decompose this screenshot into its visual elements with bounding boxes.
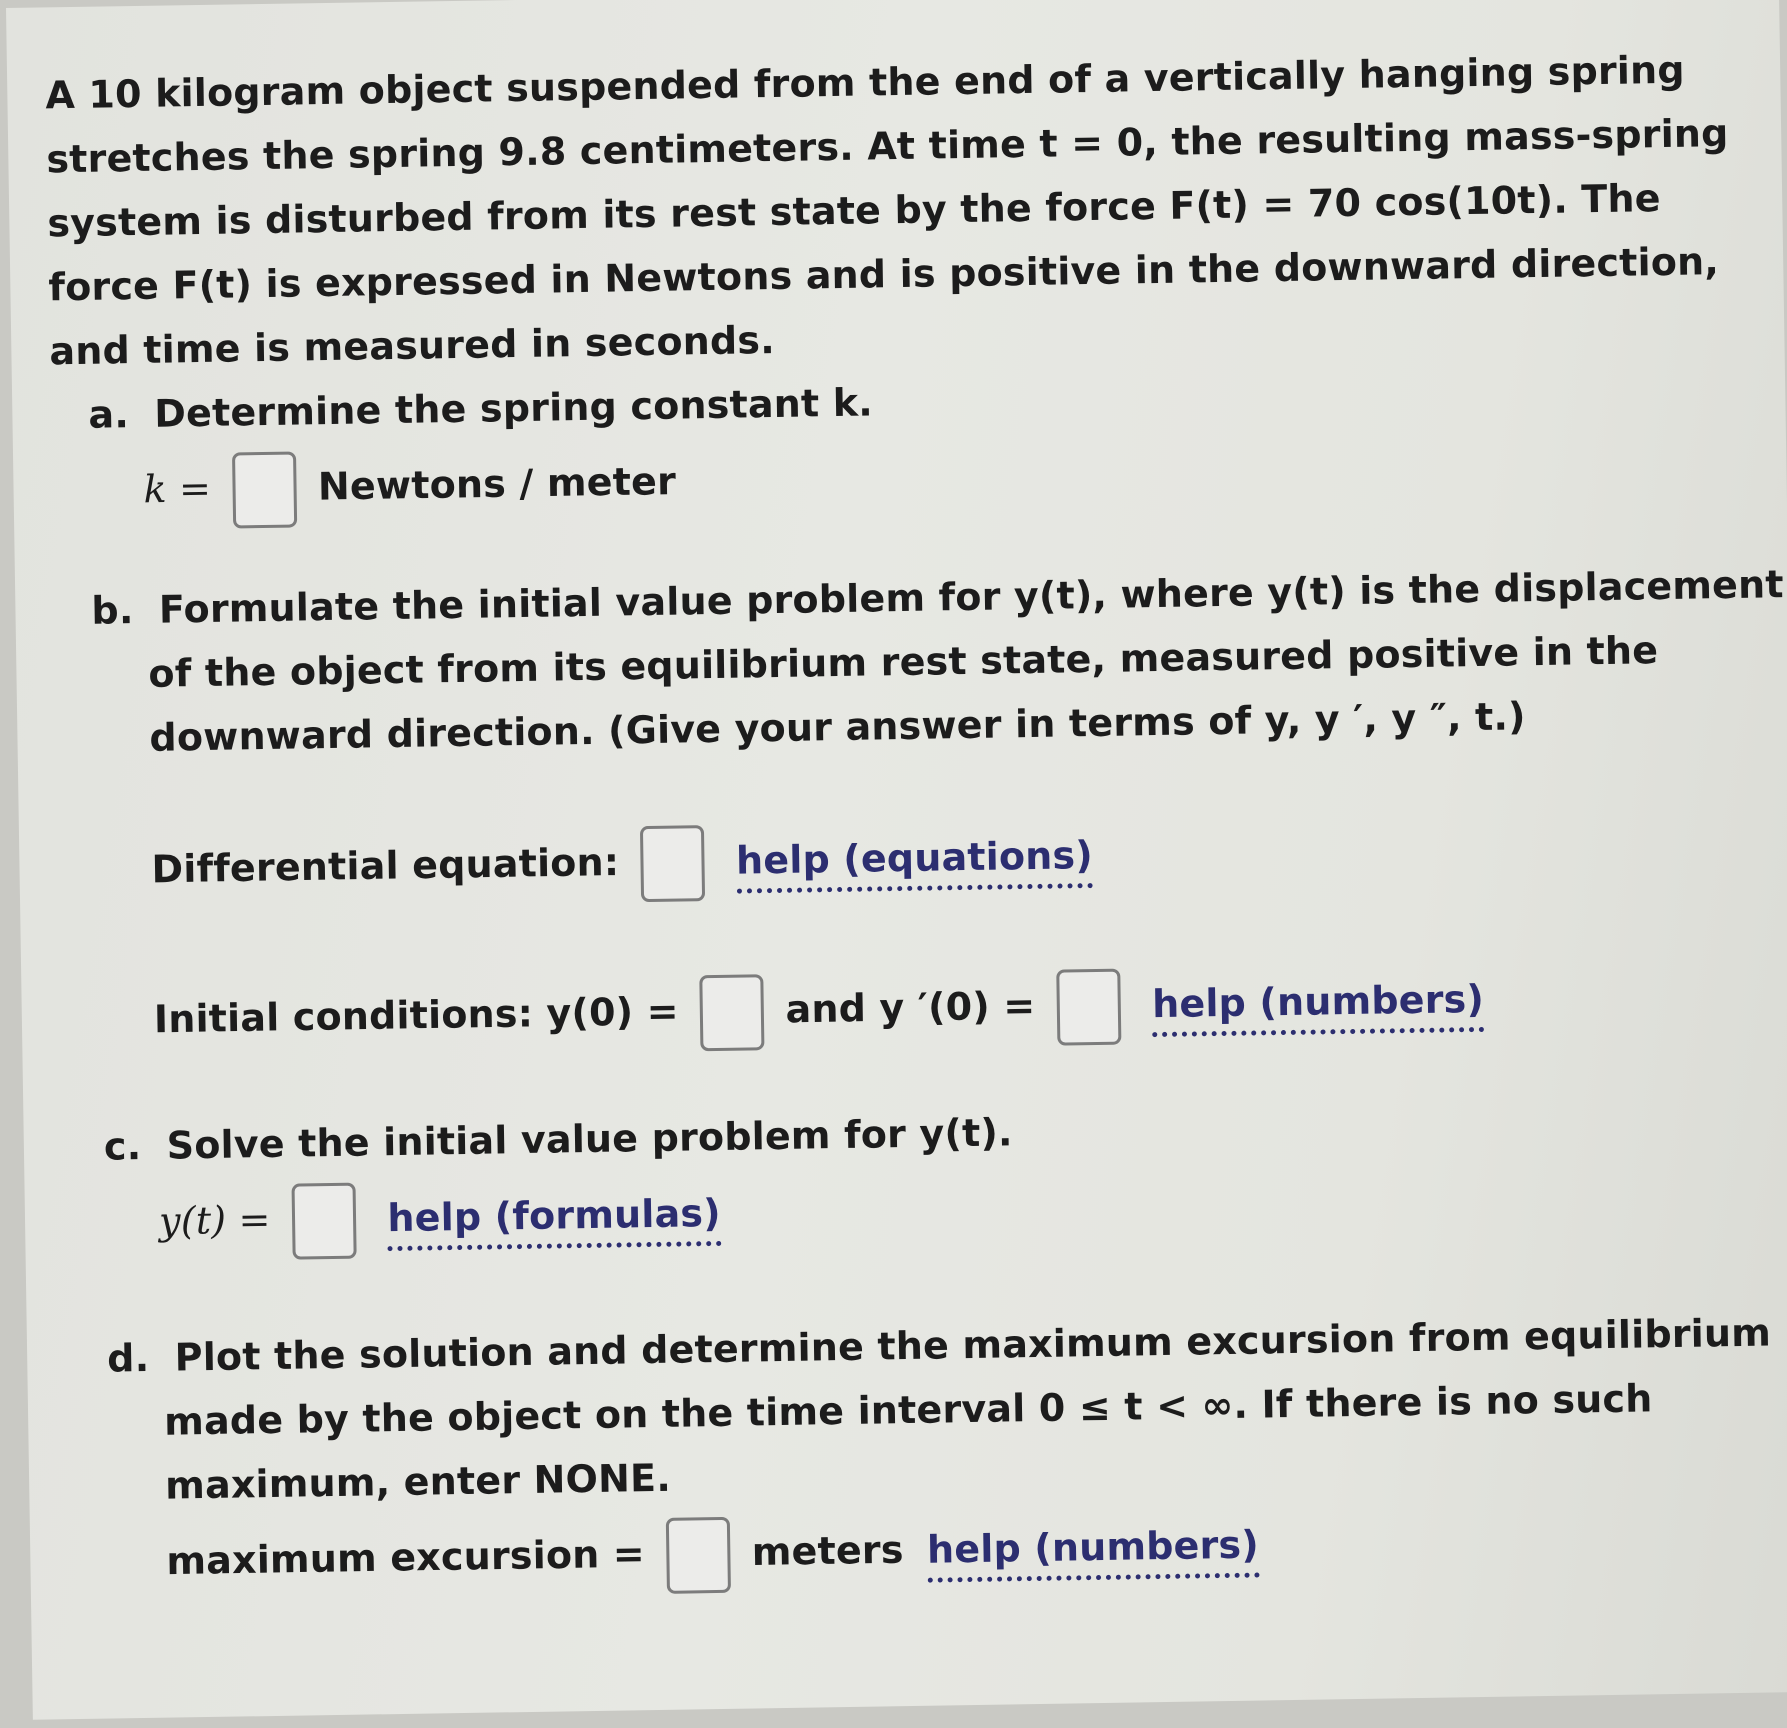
part-d-marker: d. — [106, 1335, 150, 1381]
intro-line-3: system is disturbed from its rest state by the force F(t) = 70 cos(10t). The — [47, 176, 1661, 246]
part-d-text-1: Plot the solution and determine the maximum excursion from equilibrium — [174, 1310, 1772, 1380]
intro-line-5: and time is measured in seconds. — [49, 317, 776, 374]
part-c-question: Solve the initial value problem for y(t). — [166, 1110, 1013, 1168]
intro-line-4: force F(t) is expressed in Newtons and is positive in the downward direction, — [48, 239, 1720, 310]
differential-equation-row — [151, 819, 1093, 910]
k-label: k = — [143, 466, 212, 512]
initial-conditions-and: and y ′(0) = — [785, 983, 1036, 1032]
part-c-marker: c. — [103, 1124, 142, 1169]
help-numbers-link-2[interactable]: help (numbers) — [927, 1522, 1260, 1582]
yt-input[interactable] — [291, 1183, 356, 1260]
intro-line-1: A 10 kilogram object suspended from the end of a vertically hanging spring — [45, 47, 1686, 118]
part-b-line-3: downward direction. (Give your answer in terms of y, y ′, y ″, t.) — [149, 694, 1527, 760]
problem-sheet — [6, 0, 1787, 1720]
max-excursion-units: meters — [751, 1527, 904, 1574]
help-numbers-link-1[interactable]: help (numbers) — [1152, 976, 1485, 1036]
part-a-answer-row — [143, 446, 677, 530]
max-excursion-input[interactable] — [666, 1517, 731, 1594]
intro-line-2: stretches the spring 9.8 centimeters. At time t = 0, the resulting mass-spring — [46, 110, 1729, 182]
k-units: Newtons / meter — [317, 459, 677, 509]
k-input[interactable] — [232, 451, 297, 528]
initial-conditions-row — [153, 963, 1484, 1060]
part-d-line-2: made by the object on the time interval 0 ≤ t < ∞. If there is no such — [163, 1376, 1653, 1444]
max-excursion-row — [166, 1509, 1260, 1602]
part-c-prompt — [103, 1100, 1013, 1178]
help-equations-link[interactable]: help (equations) — [736, 833, 1094, 894]
differential-equation-label: Differential equation: — [151, 839, 620, 892]
initial-conditions-label: Initial conditions: y(0) = — [153, 989, 680, 1042]
max-excursion-label: maximum excursion = — [166, 1531, 646, 1584]
yt-label: y(t) = — [158, 1197, 271, 1244]
y0-input[interactable] — [700, 974, 765, 1051]
help-formulas-link[interactable]: help (formulas) — [387, 1190, 721, 1250]
part-b-marker: b. — [91, 588, 134, 633]
differential-equation-input[interactable] — [640, 825, 705, 902]
part-c-answer-row — [159, 1177, 722, 1262]
part-a-prompt — [88, 370, 873, 446]
part-b-line-2: of the object from its equilibrium rest state, measured positive in the — [148, 628, 1659, 696]
part-a-question: Determine the spring constant k. — [153, 380, 874, 436]
part-d-line-3: maximum, enter NONE. — [164, 1455, 672, 1508]
yprime0-input[interactable] — [1056, 969, 1121, 1046]
part-b-text-1: Formulate the initial value problem for y(t), where y(t) is the displacement — [158, 562, 1785, 632]
part-a-marker: a. — [88, 392, 130, 437]
